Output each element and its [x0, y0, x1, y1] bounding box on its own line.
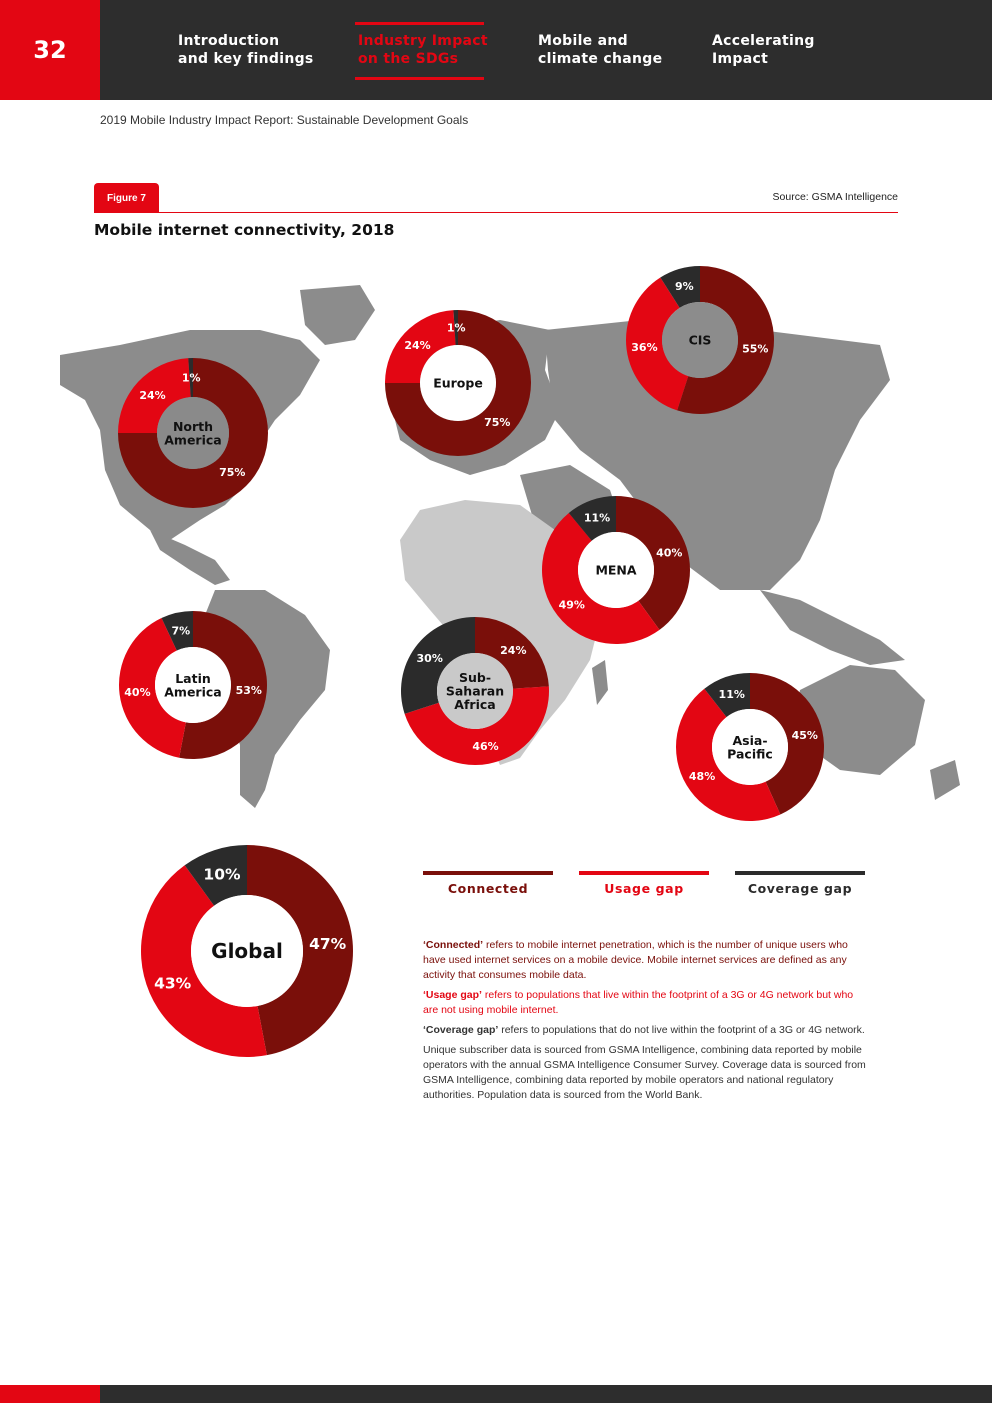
region-name-mena: MENA — [595, 562, 637, 578]
legend-swatch-connected — [423, 871, 553, 875]
donut-europe — [385, 310, 531, 456]
legend-swatch-usage-gap — [579, 871, 709, 875]
donut-cis — [626, 266, 774, 414]
label-north-america-usage-gap: 24% — [139, 388, 166, 402]
label-latin-america-usage-gap: 40% — [124, 685, 151, 699]
nav-active-line-top — [355, 22, 484, 25]
legend-connected — [423, 871, 553, 896]
label-global-coverage-gap: 10% — [203, 865, 241, 884]
label-europe-connected: 75% — [484, 416, 511, 430]
map-new-zealand — [930, 760, 960, 800]
note-connected — [423, 938, 868, 983]
label-north-america-connected: 75% — [219, 466, 246, 480]
note-usage-term: ‘Usage gap’ — [423, 989, 482, 1001]
figure-source: Source: GSMA Intelligence — [772, 191, 898, 203]
legend-coverage-gap — [735, 871, 865, 896]
label-latin-america-coverage-gap: 7% — [171, 624, 191, 638]
region-name-sub-saharan-africa: Sub-Saharan Africa — [445, 670, 505, 712]
nav-accelerating-impact[interactable]: Accelerating Impact — [712, 33, 815, 67]
legend-usage-gap — [579, 871, 709, 896]
figure-title: Mobile internet connectivity, 2018 — [94, 221, 395, 239]
footer-accent — [0, 1385, 100, 1403]
report-title: 2019 Mobile Industry Impact Report: Sustainable Development Goals — [100, 113, 469, 127]
label-asia-pacific-coverage-gap: 11% — [718, 688, 745, 702]
note-coverage-gap — [423, 1023, 868, 1038]
donut-asia-pacific — [676, 673, 824, 821]
legend-label-coverage-gap: Coverage gap — [747, 881, 853, 896]
donut-sub-saharan-africa — [401, 617, 549, 765]
region-name-europe: Europe — [433, 375, 483, 391]
nav-mobile-climate[interactable]: Mobile and climate change — [538, 33, 663, 67]
legend-swatch-coverage-gap — [735, 871, 865, 875]
nav-introduction[interactable]: Introduction and key findings — [178, 33, 314, 67]
donut-latin-america — [119, 611, 267, 759]
label-europe-coverage-gap: 1% — [446, 321, 466, 335]
region-name-north-america: North America — [164, 418, 222, 448]
label-europe-usage-gap: 24% — [404, 338, 431, 352]
donut-global — [141, 845, 353, 1057]
donut-north-america — [118, 358, 268, 508]
figure-tag: Figure 7 — [94, 183, 159, 213]
figure-rule — [94, 212, 898, 213]
label-mena-usage-gap: 49% — [558, 598, 585, 612]
note-usage-gap — [423, 988, 868, 1018]
footer-bar — [100, 1385, 992, 1403]
note-coverage-text: refers to populations that do not live within the footprint of a 3G or 4G network. — [498, 1024, 865, 1036]
label-sub-saharan-africa-usage-gap: 46% — [472, 739, 499, 753]
region-name-latin-america: Latin America — [164, 670, 222, 700]
note-connected-text: refers to mobile internet penetration, which is the number of unique users who have used internet services on a mobile device. Mobile internet services are defined as any activity that consumes mobile data. — [423, 939, 848, 981]
label-latin-america-connected: 53% — [235, 684, 262, 698]
map-central-america — [150, 530, 230, 585]
label-asia-pacific-connected: 45% — [791, 729, 818, 743]
legend-label-connected: Connected — [447, 881, 529, 896]
region-name-asia-pacific: Asia-Pacific — [727, 732, 773, 762]
note-usage-text: refers to populations that live within the footprint of a 3G or 4G network but who are not using mobile internet. — [423, 989, 854, 1016]
label-north-america-coverage-gap: 1% — [181, 371, 201, 385]
label-asia-pacific-usage-gap: 48% — [688, 769, 716, 783]
label-cis-usage-gap: 36% — [631, 340, 658, 354]
label-global-connected: 47% — [309, 934, 347, 953]
map-southeast-asia — [760, 590, 905, 665]
label-sub-saharan-africa-connected: 24% — [500, 644, 527, 658]
label-sub-saharan-africa-coverage-gap: 30% — [416, 652, 443, 666]
nav-active-line-bottom — [355, 77, 484, 80]
label-cis-connected: 55% — [742, 342, 769, 356]
region-name-cis: CIS — [688, 332, 712, 348]
label-global-usage-gap: 43% — [154, 974, 192, 993]
label-mena-coverage-gap: 11% — [583, 511, 611, 525]
label-cis-coverage-gap: 9% — [675, 280, 694, 294]
donut-mena — [542, 496, 690, 644]
top-navigation-bar — [0, 0, 992, 100]
nav-industry-impact[interactable]: Industry Impact on the SDGs — [358, 33, 488, 67]
note-methodology: Unique subscriber data is sourced from GSMA Intelligence, combining data reported by mobile operators with the annual GSMA Intelligence Consumer Survey. Coverage data is sourced from GSMA Intelligence, combining data reported by mobile operators and national regulatory authorities. Population data is sourced from the World Bank. — [423, 1044, 866, 1101]
definitions-notes — [423, 938, 868, 1108]
label-mena-connected: 40% — [656, 546, 683, 560]
page-number: 32 — [0, 0, 100, 100]
legend-label-usage-gap: Usage gap — [604, 881, 684, 896]
region-name-global: Global — [211, 939, 283, 964]
note-connected-term: ‘Connected’ — [423, 939, 484, 951]
note-coverage-term: ‘Coverage gap’ — [423, 1024, 499, 1036]
map-greenland — [300, 285, 375, 345]
map-madagascar — [592, 660, 608, 705]
